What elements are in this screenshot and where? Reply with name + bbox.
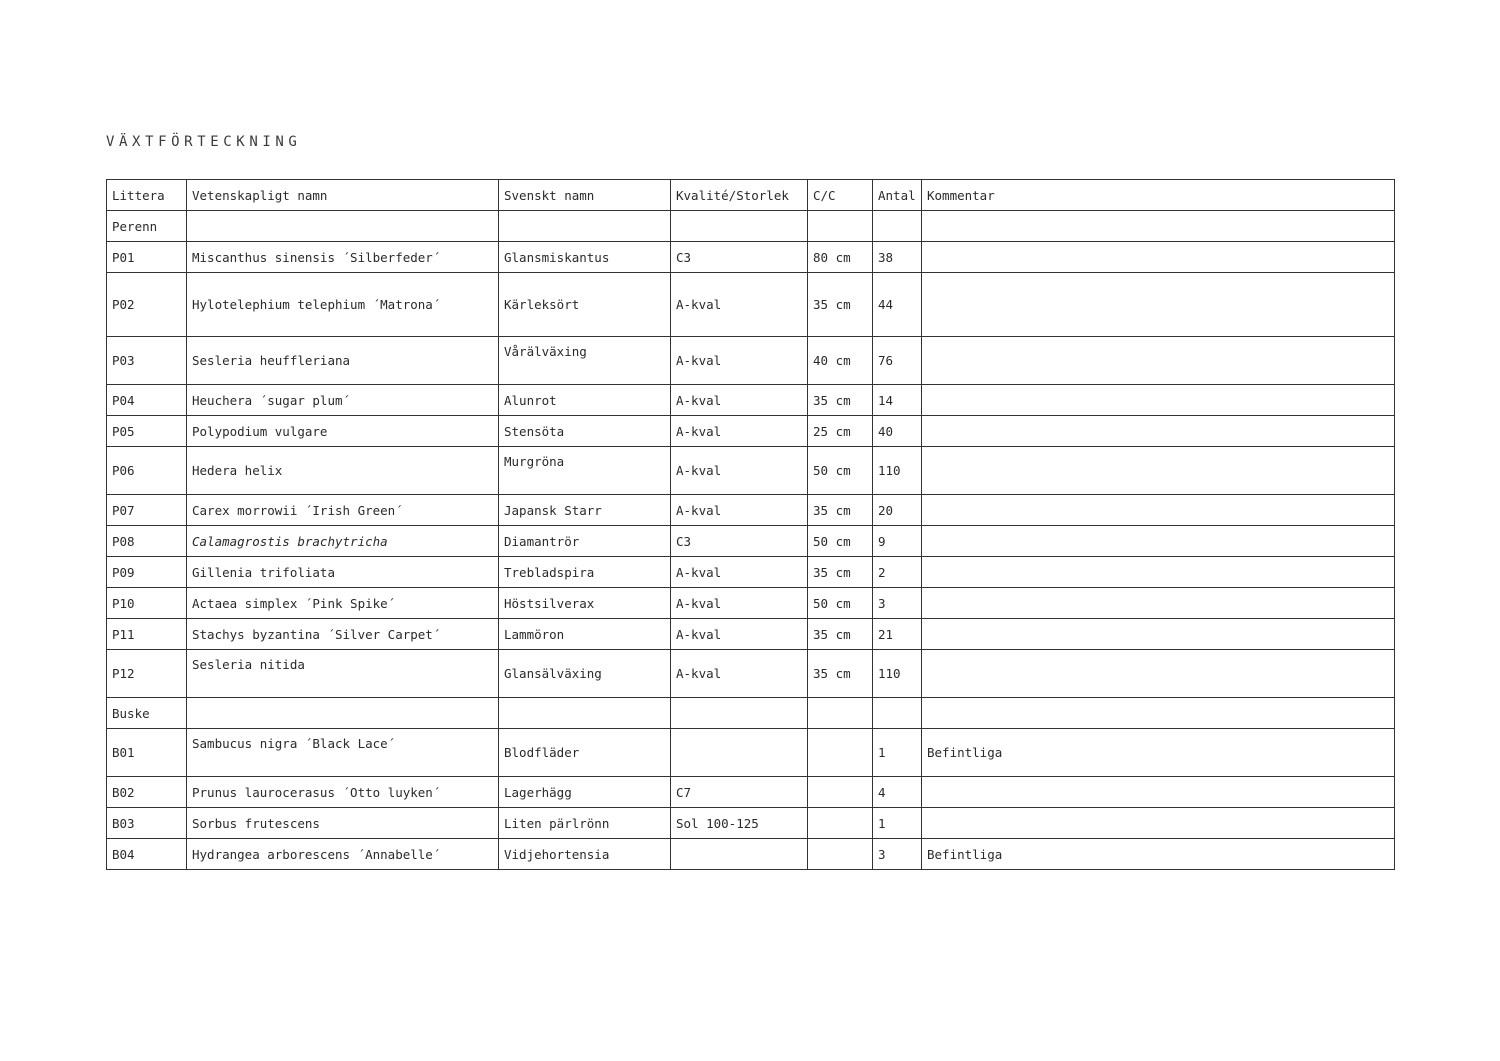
table-body	[107, 211, 1395, 870]
cell-spacing: 80 cm	[808, 242, 873, 273]
cell-spacing: 50 cm	[808, 526, 873, 557]
cell-comment	[922, 619, 1395, 650]
cell-swedish-name: Murgröna	[499, 447, 671, 495]
cell-scientific-name: Hydrangea arborescens ´Annabelle´	[187, 839, 499, 870]
table-row	[107, 337, 1395, 385]
cell-littera: P06	[107, 447, 187, 495]
cell-scientific-name: Polypodium vulgare	[187, 416, 499, 447]
header-swedish-name: Svenskt namn	[499, 180, 671, 211]
header-littera: Littera	[107, 180, 187, 211]
cell-comment	[922, 385, 1395, 416]
cell-comment	[922, 211, 1395, 242]
cell-spacing: 35 cm	[808, 273, 873, 337]
cell-spacing: 50 cm	[808, 588, 873, 619]
cell-comment	[922, 242, 1395, 273]
cell-quantity: 14	[873, 385, 922, 416]
cell-scientific-name: Gillenia trifoliata	[187, 557, 499, 588]
cell-scientific-name: Carex morrowii ´Irish Green´	[187, 495, 499, 526]
cell-littera: P04	[107, 385, 187, 416]
cell-swedish-name: Stensöta	[499, 416, 671, 447]
cell-littera: B02	[107, 777, 187, 808]
cell-scientific-name: Prunus laurocerasus ´Otto luyken´	[187, 777, 499, 808]
cell-spacing	[808, 777, 873, 808]
cell-quality-size: A-kval	[671, 447, 808, 495]
cell-swedish-name: Blodfläder	[499, 729, 671, 777]
cell-swedish-name: Japansk Starr	[499, 495, 671, 526]
cell-quality-size: C3	[671, 526, 808, 557]
cell-swedish-name: Liten pärlrönn	[499, 808, 671, 839]
cell-swedish-name: Glansmiskantus	[499, 242, 671, 273]
cell-quality-size	[671, 729, 808, 777]
cell-swedish-name: Glansälväxing	[499, 650, 671, 698]
plant-list-table	[106, 179, 1395, 870]
table-row	[107, 385, 1395, 416]
document-title: VÄXTFÖRTECKNING	[106, 134, 302, 150]
cell-scientific-name: Miscanthus sinensis ´Silberfeder´	[187, 242, 499, 273]
cell-quantity: 20	[873, 495, 922, 526]
cell-scientific-name: Sorbus frutescens	[187, 808, 499, 839]
cell-littera: P12	[107, 650, 187, 698]
cell-swedish-name: Vidjehortensia	[499, 839, 671, 870]
cell-scientific-name: Hedera helix	[187, 447, 499, 495]
cell-quality-size: A-kval	[671, 495, 808, 526]
table-row	[107, 526, 1395, 557]
cell-comment	[922, 495, 1395, 526]
cell-littera: P10	[107, 588, 187, 619]
cell-littera: B01	[107, 729, 187, 777]
cell-quantity: 38	[873, 242, 922, 273]
cell-quantity: 76	[873, 337, 922, 385]
cell-swedish-name: Diamantrör	[499, 526, 671, 557]
cell-scientific-name: Sesleria heufflerianа	[187, 337, 499, 385]
cell-quality-size: A-kval	[671, 337, 808, 385]
cell-spacing	[808, 839, 873, 870]
cell-comment	[922, 447, 1395, 495]
table-row	[107, 839, 1395, 870]
table-row	[107, 557, 1395, 588]
cell-scientific-name: Sambucus nigra ´Black Lace´	[187, 729, 499, 777]
cell-quantity: 21	[873, 619, 922, 650]
cell-littera: P05	[107, 416, 187, 447]
cell-spacing: 40 cm	[808, 337, 873, 385]
cell-littera: P09	[107, 557, 187, 588]
cell-quality-size: A-kval	[671, 273, 808, 337]
cell-swedish-name	[499, 698, 671, 729]
table-row	[107, 729, 1395, 777]
cell-quantity: 9	[873, 526, 922, 557]
cell-quality-size	[671, 211, 808, 242]
cell-scientific-name: Hylotelephium telephium ´Matrona´	[187, 273, 499, 337]
cell-quantity: 1	[873, 808, 922, 839]
table-row	[107, 495, 1395, 526]
cell-quality-size	[671, 839, 808, 870]
header-comment: Kommentar	[922, 180, 1395, 211]
cell-quantity	[873, 211, 922, 242]
cell-quantity: 4	[873, 777, 922, 808]
group-header-row	[107, 211, 1395, 242]
cell-spacing: 35 cm	[808, 557, 873, 588]
cell-spacing	[808, 808, 873, 839]
header-spacing: C/C	[808, 180, 873, 211]
group-header-row	[107, 698, 1395, 729]
cell-littera: P02	[107, 273, 187, 337]
cell-comment	[922, 273, 1395, 337]
cell-spacing	[808, 729, 873, 777]
cell-quantity: 3	[873, 839, 922, 870]
cell-swedish-name: Lammöron	[499, 619, 671, 650]
cell-swedish-name: Alunrot	[499, 385, 671, 416]
cell-scientific-name: Sesleria nitida	[187, 650, 499, 698]
cell-littera: P07	[107, 495, 187, 526]
cell-quality-size: A-kval	[671, 650, 808, 698]
cell-spacing	[808, 698, 873, 729]
cell-quantity: 110	[873, 447, 922, 495]
table-row	[107, 416, 1395, 447]
cell-swedish-name	[499, 211, 671, 242]
cell-scientific-name	[187, 698, 499, 729]
cell-comment	[922, 337, 1395, 385]
cell-quality-size: Sol 100-125	[671, 808, 808, 839]
cell-comment	[922, 808, 1395, 839]
cell-quality-size: A-kval	[671, 416, 808, 447]
cell-swedish-name: Höstsilverax	[499, 588, 671, 619]
cell-scientific-name	[187, 211, 499, 242]
cell-swedish-name: Vårälväxing	[499, 337, 671, 385]
cell-scientific-name: Calamagrostis brachytricha	[187, 526, 499, 557]
header-scientific-name: Vetenskapligt namn	[187, 180, 499, 211]
cell-quality-size: C7	[671, 777, 808, 808]
cell-littera: B04	[107, 839, 187, 870]
cell-quality-size: A-kval	[671, 557, 808, 588]
cell-spacing: 25 cm	[808, 416, 873, 447]
cell-quality-size: A-kval	[671, 619, 808, 650]
cell-comment	[922, 526, 1395, 557]
cell-quantity: 2	[873, 557, 922, 588]
cell-littera: P01	[107, 242, 187, 273]
cell-quantity: 3	[873, 588, 922, 619]
header-quality-size: Kvalité/Storlek	[671, 180, 808, 211]
table-row	[107, 650, 1395, 698]
cell-spacing: 35 cm	[808, 619, 873, 650]
cell-quantity	[873, 698, 922, 729]
table-row	[107, 588, 1395, 619]
cell-spacing: 35 cm	[808, 650, 873, 698]
cell-comment	[922, 557, 1395, 588]
cell-swedish-name: Lagerhägg	[499, 777, 671, 808]
cell-spacing: 35 cm	[808, 495, 873, 526]
table-header-row	[107, 180, 1395, 211]
cell-spacing	[808, 211, 873, 242]
header-quantity: Antal	[873, 180, 922, 211]
cell-littera: B03	[107, 808, 187, 839]
cell-comment	[922, 588, 1395, 619]
cell-quality-size: C3	[671, 242, 808, 273]
cell-littera: P11	[107, 619, 187, 650]
table-row	[107, 447, 1395, 495]
cell-quality-size	[671, 698, 808, 729]
cell-comment	[922, 650, 1395, 698]
cell-comment: Befintliga	[922, 839, 1395, 870]
cell-comment: Befintliga	[922, 729, 1395, 777]
cell-littera: Perenn	[107, 211, 187, 242]
cell-swedish-name: Trebladspira	[499, 557, 671, 588]
table-row	[107, 242, 1395, 273]
cell-swedish-name: Kärleksört	[499, 273, 671, 337]
cell-spacing: 35 cm	[808, 385, 873, 416]
table-row	[107, 273, 1395, 337]
cell-quantity: 110	[873, 650, 922, 698]
cell-spacing: 50 cm	[808, 447, 873, 495]
cell-scientific-name: Actaea simplex ´Pink Spike´	[187, 588, 499, 619]
cell-quantity: 40	[873, 416, 922, 447]
cell-quality-size: A-kval	[671, 385, 808, 416]
cell-quantity: 44	[873, 273, 922, 337]
cell-scientific-name: Heuchera ´sugar plum´	[187, 385, 499, 416]
cell-littera: P03	[107, 337, 187, 385]
table-row	[107, 808, 1395, 839]
cell-comment	[922, 416, 1395, 447]
cell-scientific-name: Stachys byzantina ´Silver Carpet´	[187, 619, 499, 650]
cell-quantity: 1	[873, 729, 922, 777]
cell-comment	[922, 777, 1395, 808]
table-row	[107, 619, 1395, 650]
table-row	[107, 777, 1395, 808]
cell-comment	[922, 698, 1395, 729]
cell-littera: P08	[107, 526, 187, 557]
cell-littera: Buske	[107, 698, 187, 729]
cell-quality-size: A-kval	[671, 588, 808, 619]
